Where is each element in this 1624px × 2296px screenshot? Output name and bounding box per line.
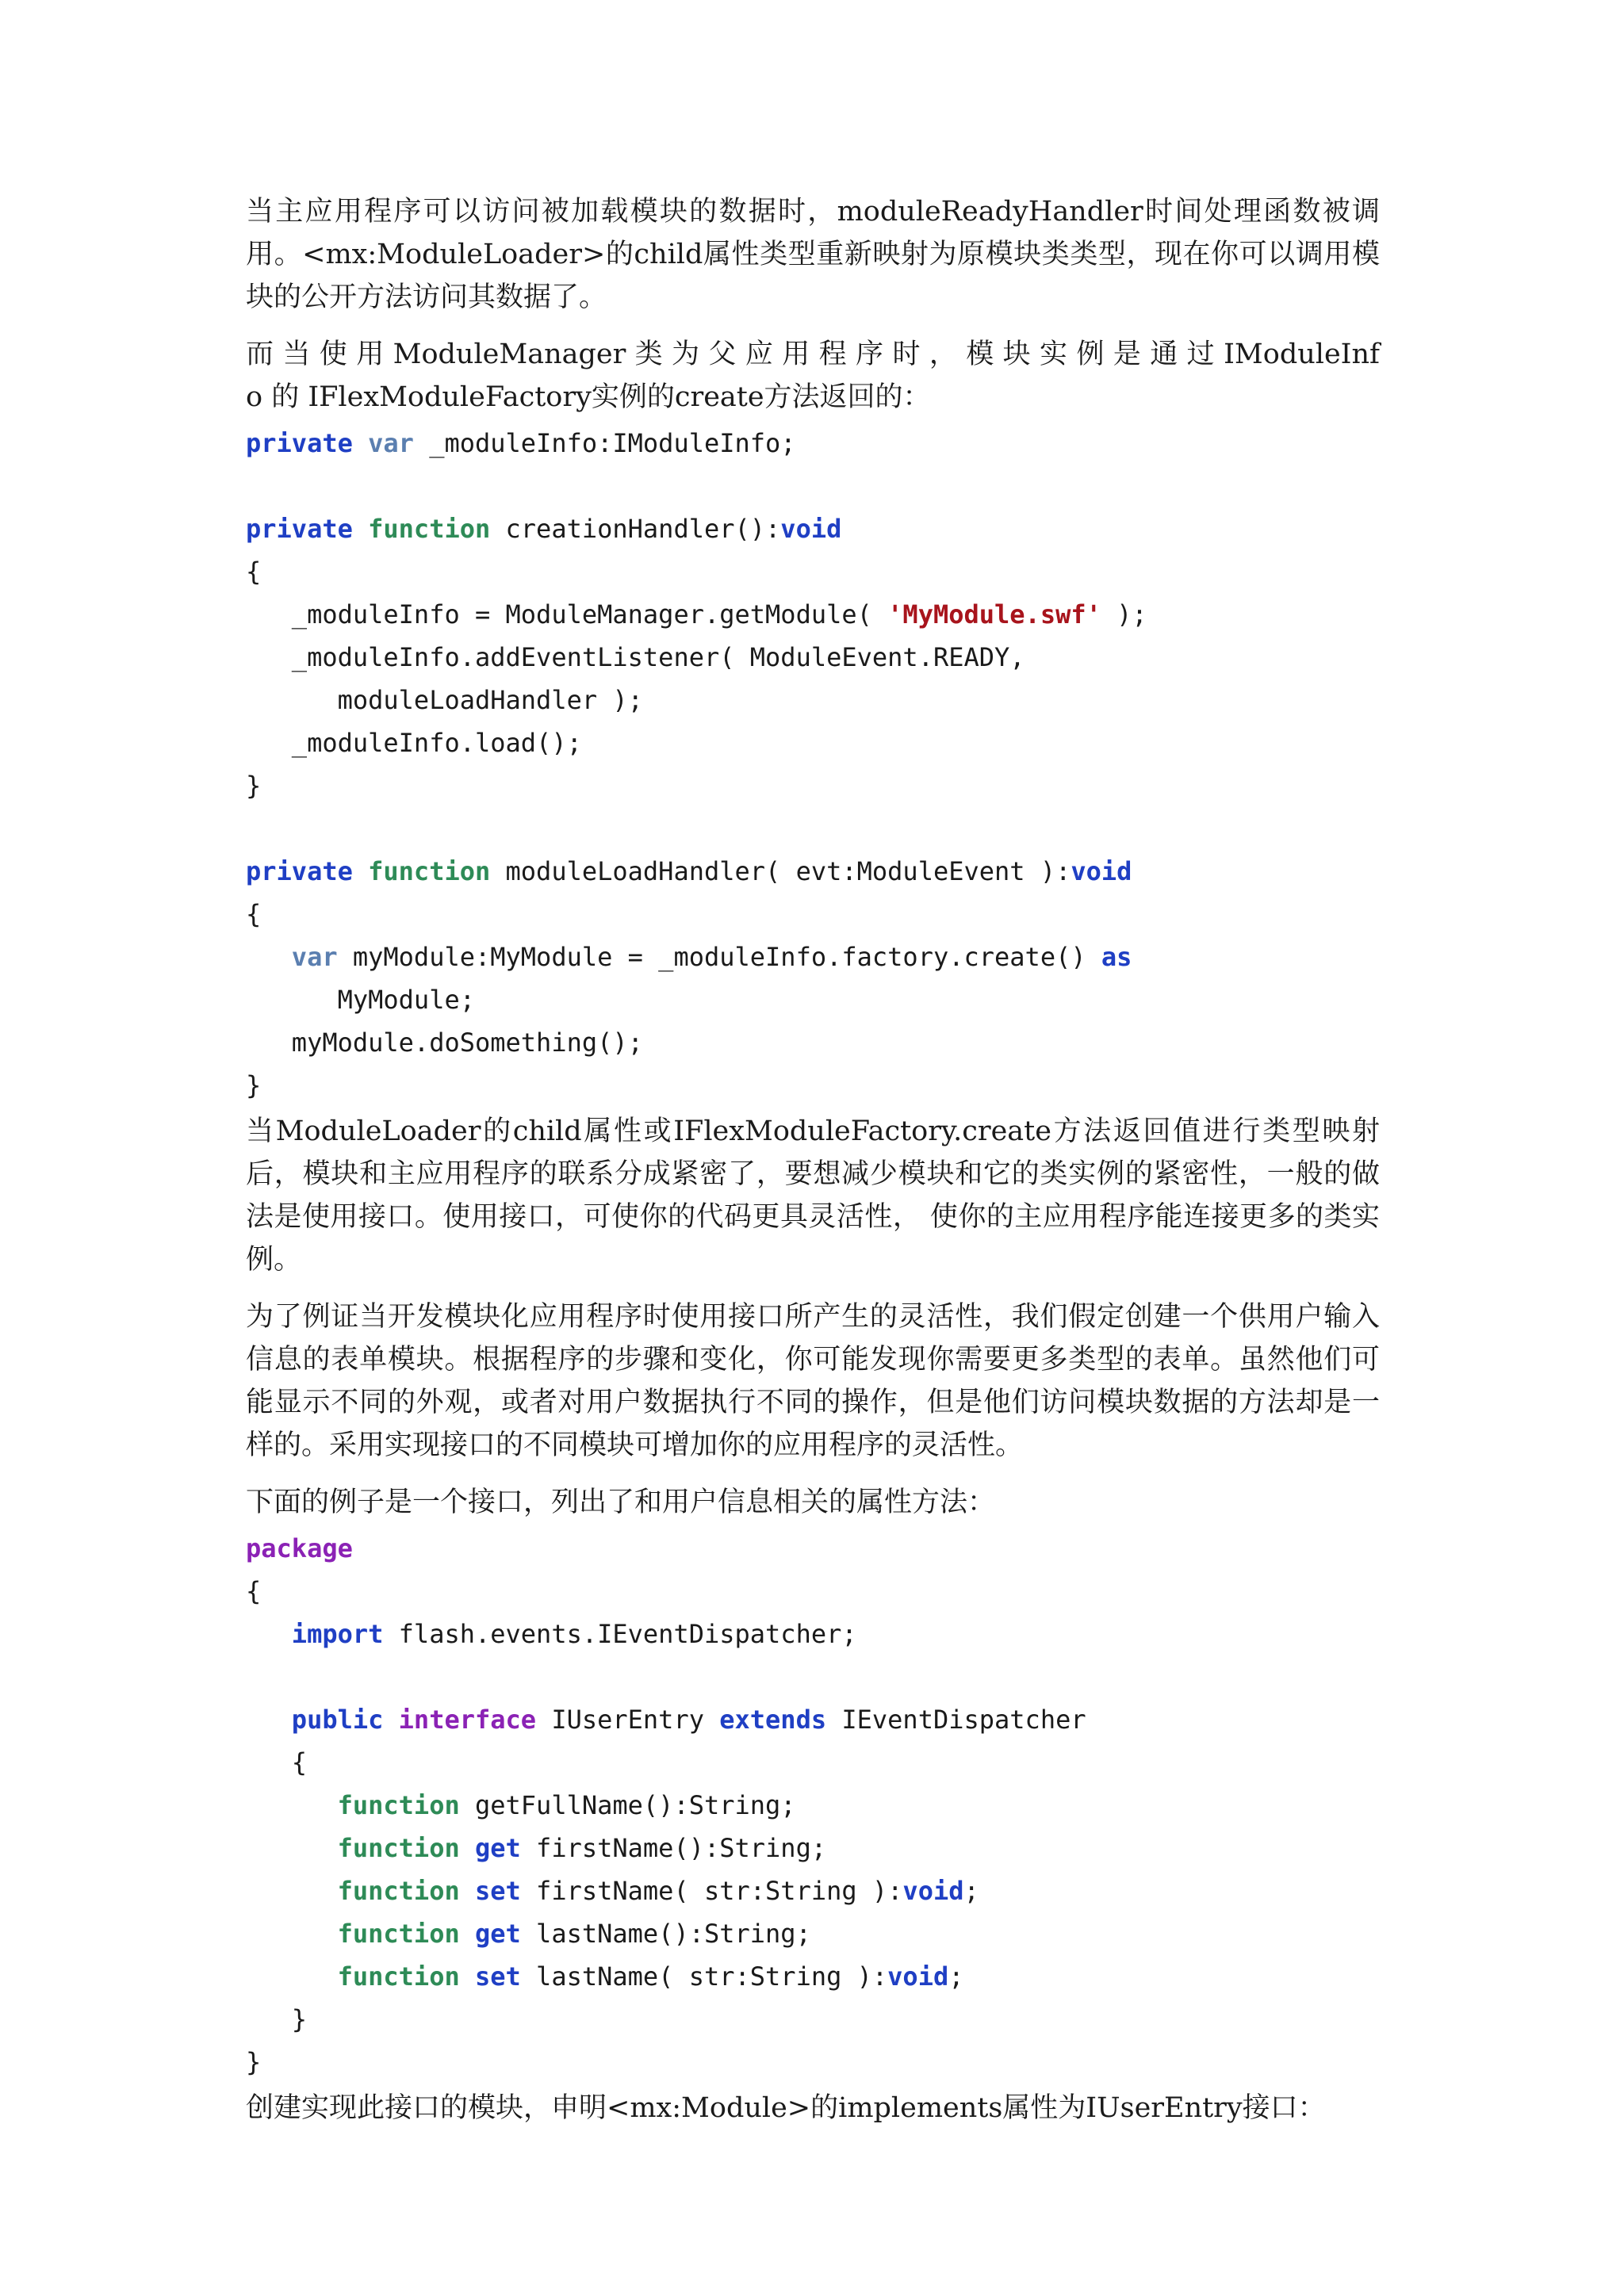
document-page: [246, 190, 1380, 2144]
code-line: function set lastName( str:String ):void;: [337, 1961, 964, 1992]
paragraph-interface-intro: 当ModuleLoader的child属性或IFlexModuleFactory.create方法返回值进行类型映射后，模块和主应用程序的联系分成紧密了，要想减少模块和它的类实例的紧密性，一般的做法是使用接口。使用接口，可使你的代码更具灵活性， 使你的主应用程序能连接更多的类实例。: [246, 1115, 1380, 1276]
code-line: moduleLoadHandler );: [246, 685, 643, 715]
code-line: {: [246, 899, 262, 929]
code-line: }: [246, 2004, 308, 2034]
code-line: {: [246, 1576, 262, 1606]
code-line: import flash.events.IEventDispatcher;: [291, 1619, 857, 1649]
code-line: }: [246, 2047, 262, 2077]
code-line: myModule.doSomething();: [246, 1027, 643, 1058]
code-line: }: [246, 771, 262, 801]
code-line: package: [246, 1533, 353, 1563]
code-line: function getFullName():String;: [337, 1790, 796, 1820]
code-line: {: [246, 1747, 308, 1777]
code-line: public interface IUserEntry extends IEventDispatcher: [291, 1705, 1086, 1735]
code-line: _moduleInfo.load();: [246, 728, 582, 758]
code-line: }: [246, 1070, 262, 1100]
code-line: function set firstName( str:String ):void;: [337, 1876, 979, 1906]
code-line: var myModule:MyModule = _moduleInfo.factory.create() as: [291, 942, 1132, 972]
code-line: _moduleInfo = ModuleManager.getModule( 'MyModule.swf' );: [246, 599, 1147, 629]
code-line: function get firstName():String;: [337, 1833, 827, 1863]
code-line: private function creationHandler():void: [246, 514, 842, 544]
code-line: function get lastName():String;: [337, 1919, 811, 1949]
paragraph-module-ready: 当主应用程序可以访问被加载模块的数据时，moduleReadyHandler时间处理函数被调用。<mx:ModuleLoader>的child属性类型重新映射为原模块类类型，现在你可以调用模块的公开方法访问其数据了。: [246, 196, 1380, 313]
code-block-interface: [246, 1527, 1380, 2084]
code-line: _moduleInfo.addEventListener( ModuleEvent.READY,: [246, 642, 1025, 672]
code-line: MyModule;: [246, 985, 475, 1015]
paragraph-flexibility: 为了例证当开发模块化应用程序时使用接口所产生的灵活性，我们假定创建一个供用户输入信息的表单模块。根据程序的步骤和变化，你可能发现你需要更多类型的表单。虽然他们可能显示不同的外观，或者对用户数据执行不同的操作，但是他们访问模块数据的方法却是一样的。采用实现接口的不同模块可增加你的应用程序的灵活性。: [246, 1301, 1380, 1461]
paragraph-implement-module: 创建实现此接口的模块，申明<mx:Module>的implements属性为IUserEntry接口：: [246, 2092, 1326, 2124]
paragraph-example-intro: 下面的例子是一个接口，列出了和用户信息相关的属性方法：: [246, 1487, 996, 1518]
paragraph-module-manager: 而 当 使 用 ModuleManager 类 为 父 应 用 程 序 时 ， 模 块 实 例 是 通 过 IModuleInfo 的 IFlexModuleFactory实例的create方法返回的：: [246, 339, 1380, 413]
code-line: private var _moduleInfo:IModuleInfo;: [246, 428, 796, 458]
code-block-module-manager: [246, 422, 1380, 1107]
code-line: {: [246, 557, 262, 587]
code-line: private function moduleLoadHandler( evt:ModuleEvent ):void: [246, 856, 1132, 886]
